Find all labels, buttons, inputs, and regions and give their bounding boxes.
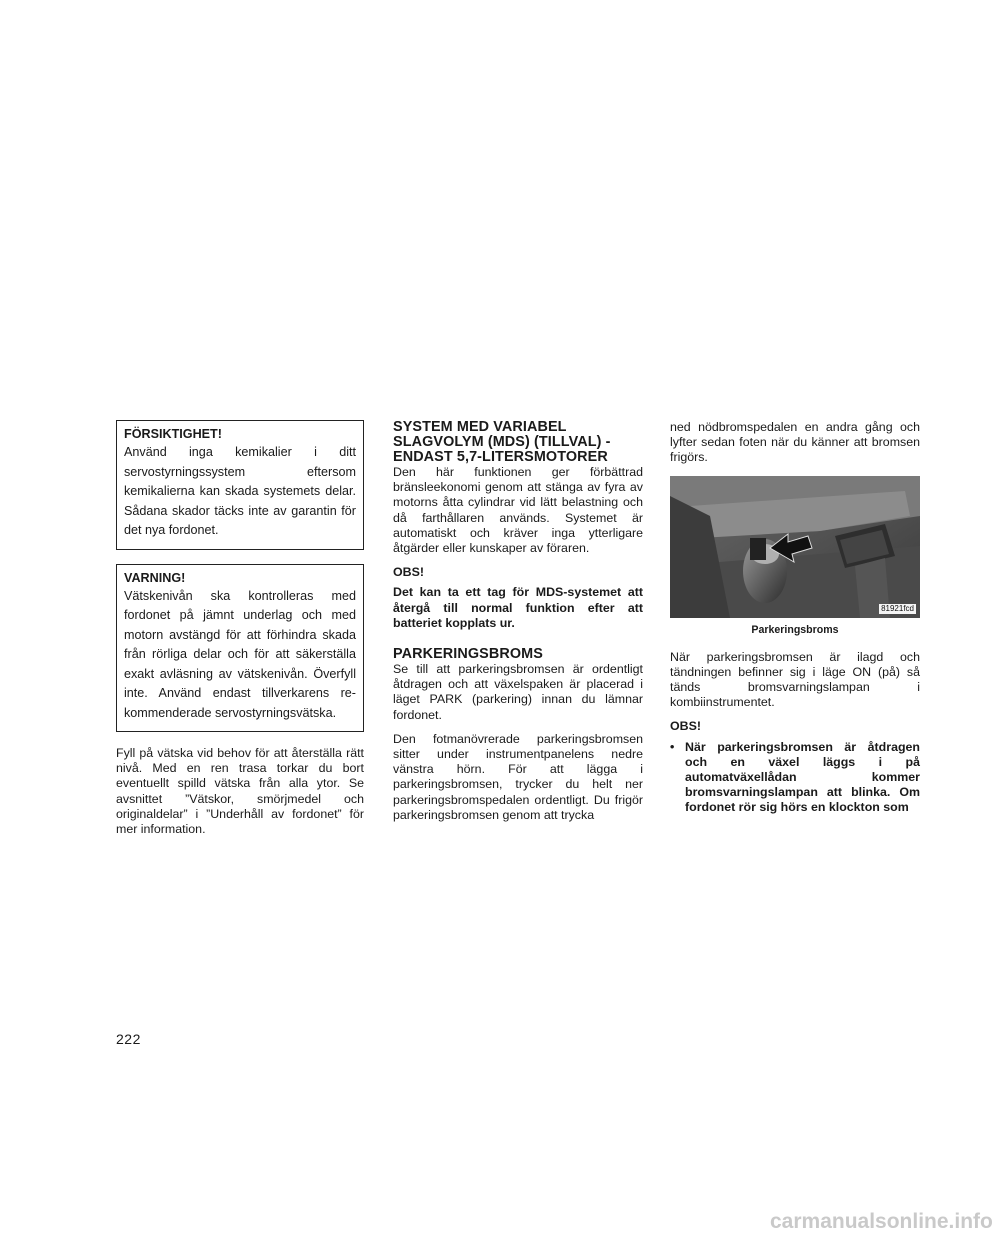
parking-paragraph-4: När parkeringsbromsen är ilagd och tändningen befinner sig i läge ON (på) så tänds bromsvarningslampan i kombiinstrumentet. xyxy=(670,649,920,710)
caution-text: Använd inga kemikalier i ditt servostyrningssystem eftersom kemikalierna kan skada systemets delar. Sådana skador täcks inte av garantin för det nya fordonet. xyxy=(124,445,356,537)
page-number: 222 xyxy=(116,1031,141,1047)
refill-paragraph: Fyll på vätska vid behov för att återställa rätt nivå. Med en ren trasa torkar du bort eventuellt spilld vätska från alla ytor. Se avsnittet ”Vätskor, smörjmedel och originaldelar” i ”Underhåll av fordonet” för mer information. xyxy=(116,746,364,837)
bullet-dot: • xyxy=(670,739,675,754)
parking-obs-label: OBS! xyxy=(670,719,701,734)
column-right xyxy=(670,420,920,816)
parking-paragraph-1: Se till att parkeringsbromsen är ordentligt åtdragen och att växelspaken är placerad i läget PARK (parkering) innan du lämnar fordonet. xyxy=(393,662,643,722)
mds-paragraph: Den här funktionen ger förbättrad bränsleekonomi genom att stänga av fyra av motorns åtta cylindrar vid lätt belastning och då farthållaren används. Systemet är automatiskt och kräver inga ytterligare åtgärder eller kunskaper av föraren. xyxy=(393,465,643,556)
figure-caption: Parkeringsbroms xyxy=(751,623,839,636)
parking-paragraph-2: Den fotmanövrerade parkeringsbromsen sitter under instrumentpanelens nedre vänstra hörn. För att lägga i parkeringsbromsen, trycker du helt ner parkeringsbromspedalen ordentligt. Du frigör parkeringsbromsen genom att trycka xyxy=(393,731,643,822)
parking-brake-photo xyxy=(670,476,920,618)
warning-title: VARNING! xyxy=(124,570,186,585)
mds-obs-text: Det kan ta ett tag för MDS-systemet att återgå till normal funktion efter att batteriet kopplats ur. xyxy=(393,585,643,630)
watermark: carmanualsonline.info xyxy=(770,1210,993,1233)
bullet-item xyxy=(670,740,920,816)
mds-obs-label: OBS! xyxy=(393,565,424,580)
figure-code: 81921fcd xyxy=(881,603,914,613)
column-left xyxy=(116,420,364,846)
warning-text: Vätskenivån ska kontrolleras med fordonet på jämnt underlag och med motorn avstängd för att förhindra skada från rörliga delar och för att säkerställa exakt avläsning av vätskenivån. Överfyll inte. Använd endast tillverkarens rekommenderade servostyrningsvätska. xyxy=(124,588,356,720)
column-middle xyxy=(393,420,643,832)
parking-brake-illustration xyxy=(670,476,920,618)
caution-box xyxy=(116,420,364,550)
bullet-text: När parkeringsbromsen är åtdragen och en växel läggs i på automatväxellådan kommer bromsvarningslampan att blinka. Om fordonet rör sig hörs en klockton som xyxy=(685,739,920,815)
parking-heading: PARKERINGSBROMS xyxy=(393,646,543,663)
warning-box xyxy=(116,564,364,733)
mds-heading: SYSTEM MED VARIABEL SLAGVOLYM (MDS) (TILLVAL) - ENDAST 5,7-LITERSMOTORER xyxy=(393,419,611,465)
parking-paragraph-3: ned nödbromspedalen en andra gång och lyfter sedan foten när du känner att bromsen frigörs. xyxy=(670,420,920,465)
caution-title: FÖRSIKTIGHET! xyxy=(124,427,222,441)
